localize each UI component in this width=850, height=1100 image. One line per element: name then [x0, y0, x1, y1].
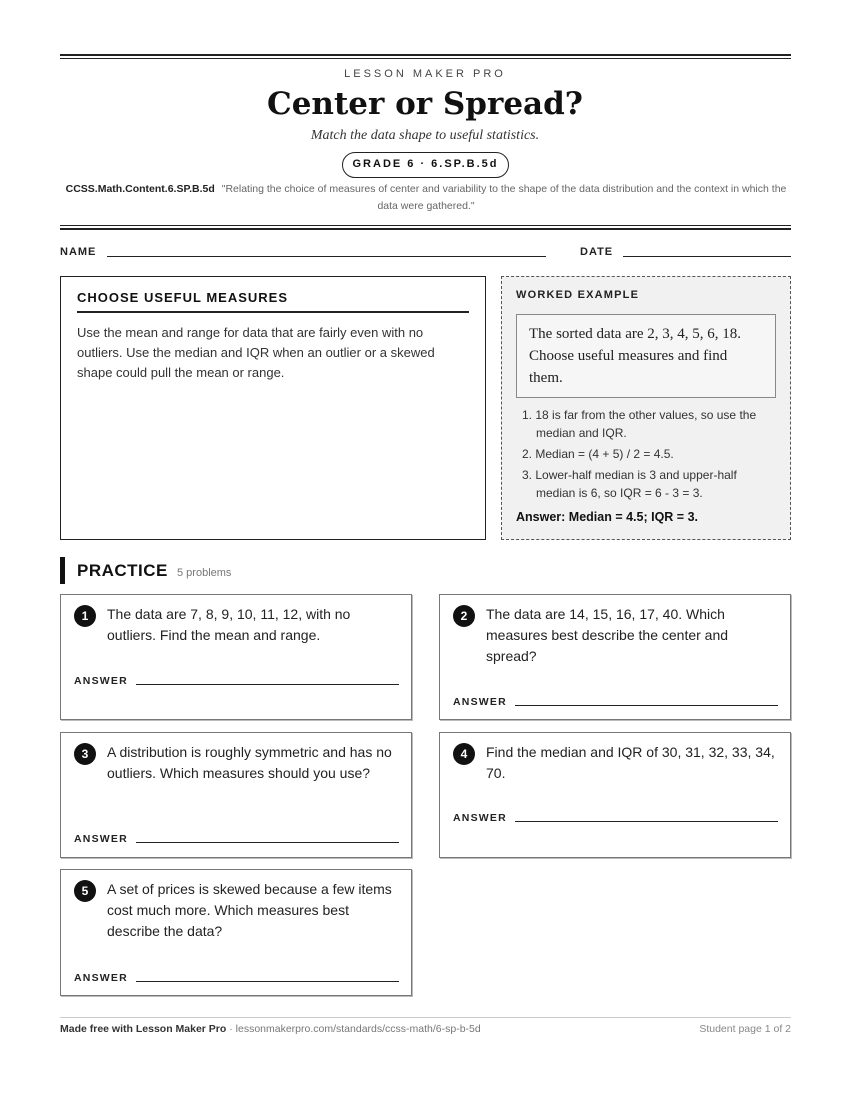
answer-label: ANSWER: [74, 972, 128, 984]
practice-accent-bar: [60, 557, 65, 584]
answer-field[interactable]: [136, 684, 399, 685]
problem-number: 3: [74, 743, 96, 765]
problem-card-2: [439, 594, 791, 720]
answer-label: ANSWER: [74, 675, 128, 687]
standard-line: [64, 181, 788, 215]
concept-body: Use the mean and range for data that are fairly even with no outliers. Use the median and IQR when an outlier or a skewed shape could pull the mean or range.: [77, 325, 435, 380]
practice-count: 5 problems: [177, 567, 232, 579]
footer-page-number: Student page 1 of 2: [699, 1023, 791, 1035]
standard-code: CCSS.Math.Content.6.SP.B.5d: [65, 183, 215, 195]
problem-number: 2: [453, 605, 475, 627]
page-subtitle: Match the data shape to useful statistics.: [310, 128, 540, 143]
answer-field[interactable]: [515, 821, 778, 822]
problem-card-5: [60, 869, 412, 996]
worked-example-step: 2. Median = (4 + 5) / 2 = 4.5.: [522, 447, 674, 461]
footer-made-with: Made free with Lesson Maker Pro: [60, 1023, 227, 1035]
page-title: Center or Spread?: [267, 86, 583, 122]
header-bottom-rule-thin: [60, 225, 791, 226]
worked-example-box: [501, 276, 791, 540]
date-field[interactable]: [623, 256, 791, 257]
header-bottom-rule: [60, 228, 791, 230]
worked-example-step: 3. Lower-half median is 3 and upper-half median is 6, so IQR = 6 - 3 = 3.: [522, 468, 737, 500]
grade-badge: GRADE 6 · 6.SP.B.5d: [342, 152, 509, 178]
worked-example-heading: WORKED EXAMPLE: [516, 289, 640, 301]
problem-card-4: [439, 732, 791, 858]
answer-field[interactable]: [515, 705, 778, 706]
answer-field[interactable]: [136, 981, 399, 982]
problem-text: A set of prices is skewed because a few items cost much more. Which measures best describe the data?: [107, 881, 392, 939]
problem-number: 5: [74, 880, 96, 902]
answer-label: ANSWER: [74, 833, 128, 845]
problem-number: 4: [453, 743, 475, 765]
concept-heading: CHOOSE USEFUL MEASURES: [77, 290, 469, 313]
problem-text: The data are 14, 15, 16, 17, 40. Which measures best describe the center and spread?: [486, 606, 729, 664]
footer-rule: [60, 1017, 791, 1018]
concept-box: [60, 276, 486, 540]
worked-example-steps: [516, 406, 776, 502]
brand-name: LESSON MAKER PRO: [344, 68, 506, 80]
worked-example-step: 1. 18 is far from the other values, so use the median and IQR.: [522, 408, 757, 440]
name-label: NAME: [60, 246, 97, 258]
problem-text: The data are 7, 8, 9, 10, 11, 12, with no outliers. Find the mean and range.: [107, 606, 351, 643]
date-label: DATE: [580, 246, 614, 258]
practice-title: PRACTICE: [77, 561, 168, 580]
footer-credit: [60, 1023, 481, 1035]
problem-card-3: [60, 732, 412, 858]
problem-number: 1: [74, 605, 96, 627]
answer-label: ANSWER: [453, 812, 507, 824]
header-top-rule: [60, 54, 791, 56]
footer-url[interactable]: · lessonmakerpro.com/standards/ccss-math/6-sp-b-5d: [226, 1023, 481, 1035]
problem-text: Find the median and IQR of 30, 31, 32, 33, 34, 70.: [486, 744, 775, 781]
problem-text: A distribution is roughly symmetric and has no outliers. Which measures should you use?: [107, 744, 392, 781]
name-field[interactable]: [107, 256, 546, 257]
header-top-rule-thin: [60, 58, 791, 59]
problem-card-1: [60, 594, 412, 720]
standard-text: "Relating the choice of measures of center and variability to the shape of the data distribution and the context in which the data were gathered.": [221, 183, 787, 212]
answer-label: ANSWER: [453, 696, 507, 708]
worked-example-problem: The sorted data are 2, 3, 4, 5, 6, 18. Choose useful measures and find them.: [516, 314, 776, 398]
worked-example-answer: Answer: Median = 4.5; IQR = 3.: [516, 510, 699, 524]
answer-field[interactable]: [136, 842, 399, 843]
